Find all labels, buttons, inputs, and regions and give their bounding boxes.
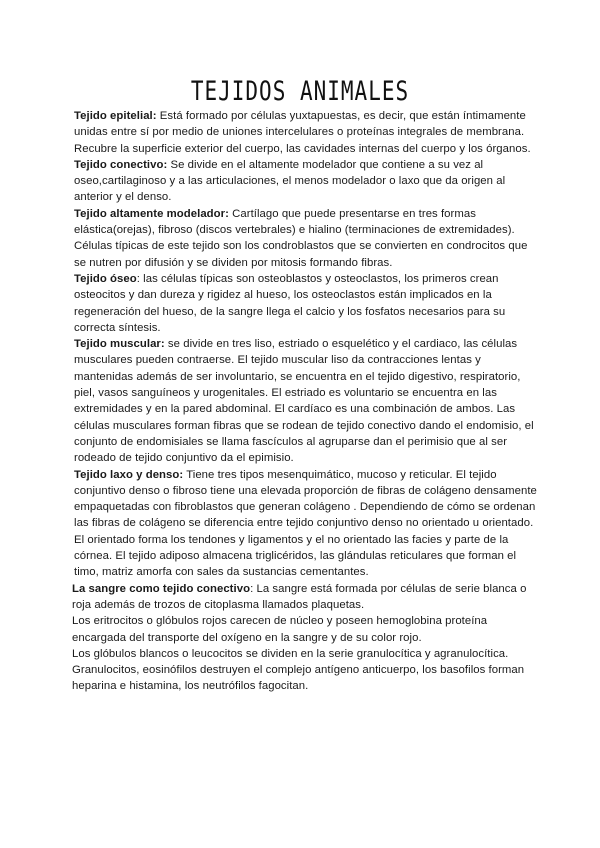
paragraph-tejido-oseo: [72, 271, 540, 336]
paragraph-sangre: [72, 581, 540, 614]
paragraph-text: se divide en tres liso, estriado o esquelético y el cardiaco, las células musculares pueden contraerse. El tejido muscular liso da contracciones lentas y mantenidas además de ser involuntario, se encuentra en el tejido digestivo, respiratorio, piel, vasos sanguíneos y urogenitales. El estriado es voluntario se encuentra en las extremidades y en la pared abdominal. El cardíaco es una combinación de ambos. Las células musculares forman fibras que se rodean de tejido conectivo dando el endomisio, el conjunto de endomisiales se llama fascículos al agruparse dan el perimisio que al ser rodeado de tejido conjuntivo da el epimisio.: [74, 338, 534, 465]
term-label: Tejido muscular:: [74, 338, 165, 351]
term-label: Tejido altamente modelador:: [74, 207, 229, 220]
document-body: [72, 108, 540, 695]
paragraph-tejido-altamente-modelador: [72, 206, 540, 271]
paragraph-leucocitos: Los glóbulos blancos o leucocitos se dividen en la serie granulocítica y agranulocítica. Granulocitos, eosinófilos destruyen el complejo antígeno anticuerpo, los basofilos forman heparina e histamina, los neutrófilos fagocitan.: [72, 647, 525, 693]
term-label: Tejido laxo y denso:: [74, 468, 184, 481]
paragraph-text: : las células típicas son osteoblastos y osteoclastos, los primeros crean osteocitos y dan dureza y rigidez al hueso, los osteoclastos están implicados en la regeneración del hueso, de la sangre llega el calcio y los fosfatos necesarios para su correcta síntesis.: [74, 272, 506, 334]
term-label: Tejido epitelial:: [74, 110, 157, 122]
paragraph-text: Cartílago que puede presentarse en tres formas elástica(orejas), fibroso (discos vertebrales) e hialino (terminaciones de extremidades). Células típicas de este tejido son los condroblastos que se convierten en condrocitos que se nutren por difusión y se dividen por mitosis formando fibras.: [74, 207, 528, 269]
page-title: TEJIDOS ANIMALES: [190, 76, 410, 106]
paragraph-eritrocitos: Los eritrocitos o glóbulos rojos carecen de núcleo y poseen hemoglobina proteína encargada del transporte del oxígeno en la sangre y de su color rojo.: [72, 615, 488, 644]
paragraph-tejido-muscular: [72, 336, 540, 466]
paragraph-text: Tiene tres tipos mesenquimático, mucoso y reticular. El tejido conjuntivo denso o fibroso tiene una elevada proporción de fibras de colágeno densamente empaquetadas con fibroblastos que generan colágeno . Dependiendo de cómo se ordenan las fibras de colágeno se diferencia entre tejido conjuntivo denso no orientado u orientado. El orientado forma los tendones y ligamentos y el no orientado las facies y parte de la córnea. El tejido adiposo almacena triglicéridos, las glándulas reticulares que forman el timo, matriz amorfa con sales da sustancias cementantes.: [74, 468, 537, 579]
term-label: La sangre como tejido conectivo: [72, 582, 251, 595]
paragraph-text: Se divide en el altamente modelador que contiene a su vez al oseo,cartilaginoso y a las articulaciones, el menos modelador o laxo que da origen al anterior y el denso.: [74, 158, 506, 204]
paragraph-text: : La sangre está formada por células de serie blanca o roja además de trozos de citoplasma llamados plaquetas.: [72, 582, 527, 611]
term-label: Tejido óseo: [74, 272, 137, 285]
paragraph-tejido-laxo-denso: [72, 467, 540, 581]
term-label: Tejido conectivo:: [74, 158, 168, 171]
paragraph-text: Está formado por células yuxtapuestas, es decir, que están íntimamente unidas entre sí por medio de uniones intercelulares o proteínas integrales de membrana. Recubre la superficie exterior del cuerpo, las cavidades internas del cuerpo y los órganos.: [74, 110, 531, 155]
paragraph-tejido-conectivo: [72, 157, 540, 206]
paragraph-tejido-epitelial: [72, 108, 540, 157]
